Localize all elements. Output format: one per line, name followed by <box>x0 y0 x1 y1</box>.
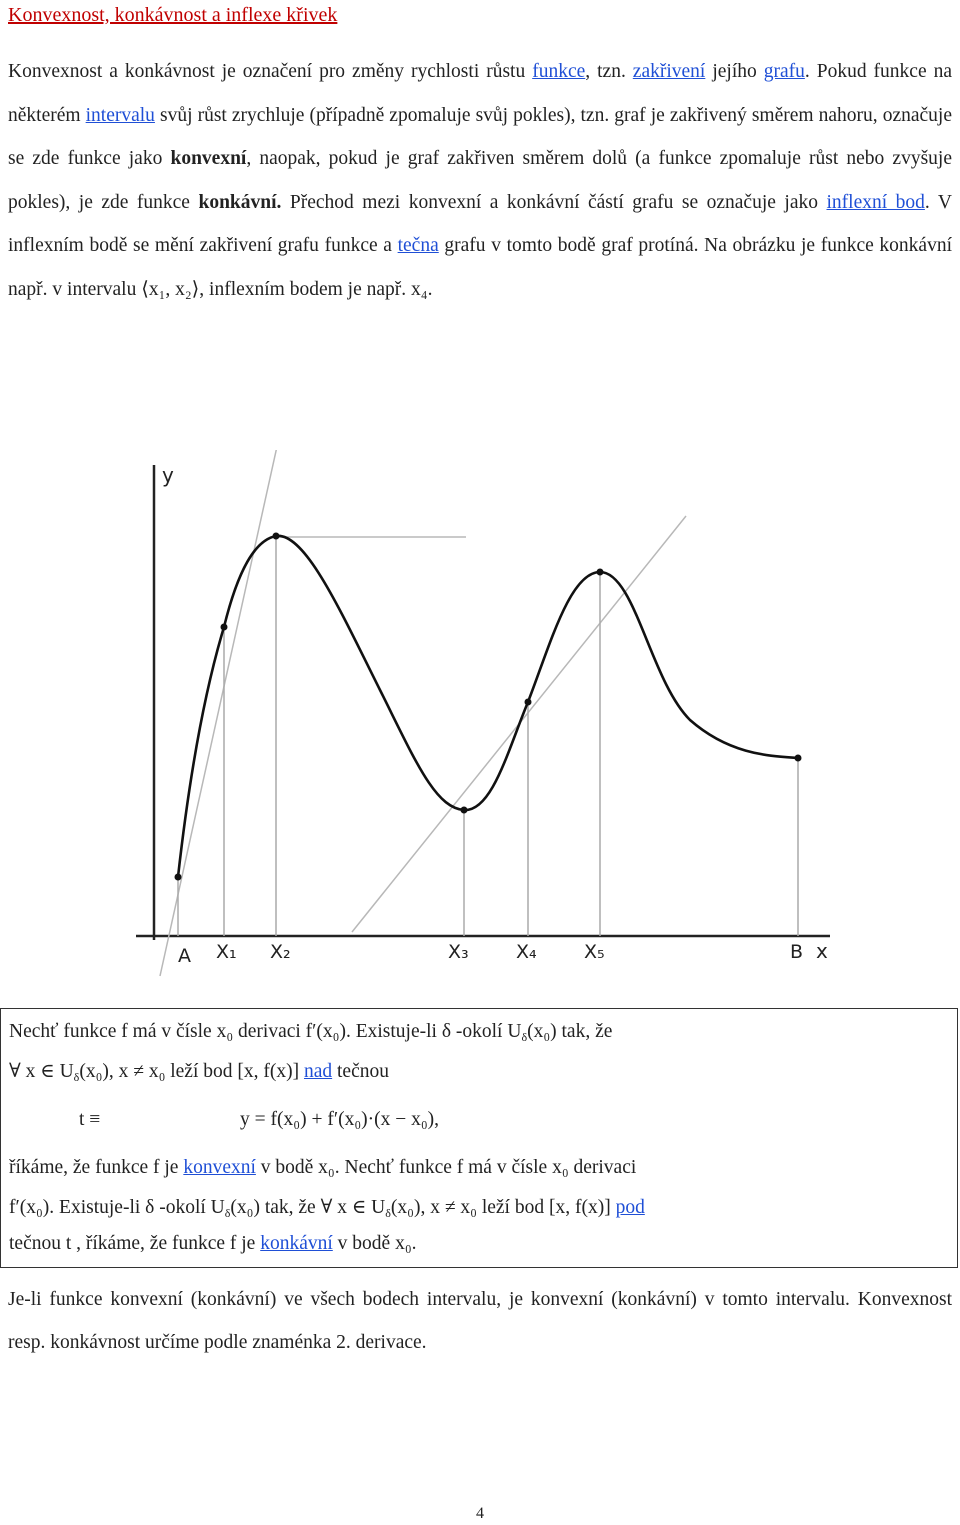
link-pod[interactable]: pod <box>615 1197 645 1218</box>
link-nad[interactable]: nad <box>303 1061 333 1082</box>
def-text: v bodě x₀. <box>332 1233 417 1254</box>
point-b <box>795 755 802 762</box>
delta-subscript: δ <box>73 1070 80 1084</box>
term-konkavni: konkávní. <box>198 191 282 213</box>
term-konvexni: konvexní <box>170 148 247 169</box>
label-a: A <box>178 945 191 967</box>
def-text: (x₀), x ≠ x₀ leží bod [x, f(x)] <box>79 1061 304 1082</box>
def-text: ∀ x ∈ U <box>9 1061 74 1082</box>
label-x1: X₁ <box>216 941 237 963</box>
label-x4: X₄ <box>516 941 537 963</box>
def-text: tečnou <box>332 1061 389 1082</box>
page-number: 4 <box>476 1505 484 1522</box>
tangent-equation: y = f(x₀) + f′(x₀)·(x − x₀), <box>240 1109 440 1130</box>
x-axis-label: x <box>816 939 828 963</box>
link-zakriveni[interactable]: zakřivení <box>632 61 706 82</box>
intro-text: , naopak, pokud je graf zakřiven směrem dolů (a funkce zpomaluje růst nebo zvyšuje pokles), je zde funkce <box>8 148 952 213</box>
intro-text: . V inflexním bodě se mění zakřivení grafu funkce a <box>8 191 952 256</box>
def-text: Nechť funkce f má v čísle x₀ derivaci f′(x₀). Existuje-li δ -okolí U <box>9 1021 522 1042</box>
inflection-x4: x₄ <box>411 278 428 300</box>
def-line-4 <box>9 1157 949 1179</box>
delta-subscript: δ <box>385 1206 391 1220</box>
intro-text: grafu v tomto bodě graf protíná. Na obrázku je funkce konkávní např. v intervalu <box>8 235 953 300</box>
def-line-5 <box>9 1195 949 1219</box>
point-x4 <box>525 699 532 706</box>
point-a <box>175 874 182 881</box>
label-x3: X₃ <box>448 941 469 963</box>
def-text: (x₀) tak, že <box>527 1021 613 1042</box>
link-konkavni[interactable]: konkávní <box>260 1233 333 1254</box>
point-x3 <box>461 807 468 814</box>
def-text: (x₀), x ≠ x₀ leží bod [x, f(x)] <box>390 1197 616 1218</box>
page-title: Konvexnost, konkávnost a inflexe křivek <box>8 4 338 26</box>
definition-box <box>0 1008 958 1268</box>
delta-subscript: δ <box>224 1206 231 1220</box>
def-line-6 <box>9 1233 949 1255</box>
intro-text: svůj růst zrychluje (případně zpomaluje svůj pokles), tzn. graf je zakřivený směrem nahoru, označuje se zde funkce jako <box>8 104 952 169</box>
tangent-symbol: t ≡ <box>79 1109 101 1130</box>
intro-text: Přechod mezi konvexní a konkávní částí grafu se označuje jako <box>281 191 827 213</box>
y-axis-label: y <box>162 463 174 487</box>
def-line-1 <box>9 1021 949 1043</box>
delta-subscript: δ <box>521 1030 528 1044</box>
intro-text: jejího <box>705 61 764 82</box>
label-x5: X₅ <box>584 941 605 963</box>
def-text: říkáme, že funkce f je <box>9 1157 184 1178</box>
intro-text: . Pokud funkce na některém <box>8 61 952 126</box>
interval-x1-x2: ⟨x₁, x₂⟩ <box>141 278 200 300</box>
closing-paragraph: Je-li funkce konvexní (konkávní) ve všech bodech intervalu, je konvexní (konkávní) v tomto intervalu. Konvexnost resp. konkávnost určíme podle znaménka 2. derivace. <box>8 1289 952 1353</box>
link-grafu[interactable]: grafu <box>763 61 805 82</box>
def-text: v bodě x₀. Nechť funkce f má v čísle x₀ derivaci <box>255 1157 637 1178</box>
link-tecna[interactable]: tečna <box>397 235 439 256</box>
def-line-3 <box>79 1109 949 1131</box>
point-x2 <box>273 533 280 540</box>
point-x5 <box>597 569 604 576</box>
link-konvexni[interactable]: konvexní <box>183 1157 256 1178</box>
function-graph <box>130 450 840 985</box>
intro-text: , inflexním bodem je např. <box>199 278 412 300</box>
def-text: tečnou t , říkáme, že funkce f je <box>9 1233 261 1254</box>
label-x2: X₂ <box>270 941 291 963</box>
intro-paragraph <box>8 50 952 311</box>
label-b: B <box>790 941 804 963</box>
intro-text: , tzn. <box>585 61 633 82</box>
link-intervalu[interactable]: intervalu <box>85 104 155 126</box>
link-funkce[interactable]: funkce <box>532 61 586 82</box>
point-x1 <box>221 624 228 631</box>
function-curve <box>178 536 798 877</box>
intro-text: Konvexnost a konkávnost je označení pro změny rychlosti růstu <box>8 61 533 82</box>
def-line-2 <box>9 1059 949 1083</box>
link-inflexni-bod[interactable]: inflexní bod <box>826 191 925 213</box>
def-text: f′(x₀). Existuje-li δ -okolí U <box>9 1197 225 1218</box>
intro-text: . <box>427 278 433 300</box>
def-text: (x₀) tak, že ∀ x ∈ U <box>230 1197 386 1218</box>
